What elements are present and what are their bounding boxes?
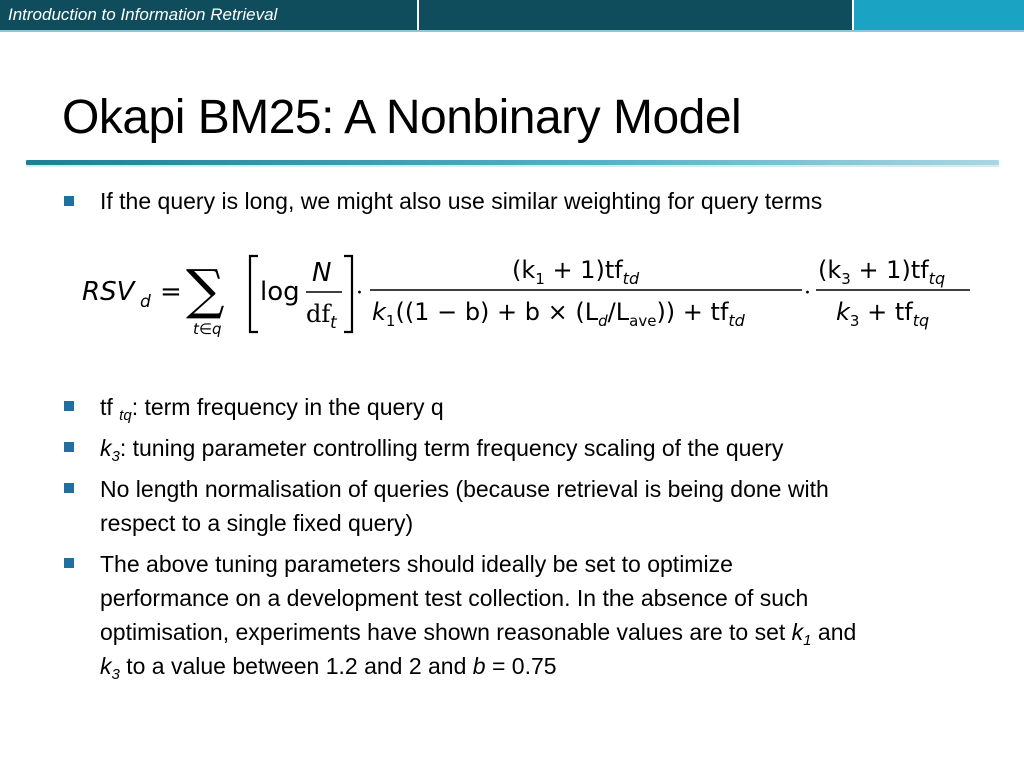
formula-N: N: [312, 258, 332, 288]
num1-rest: + 1)tf: [544, 256, 623, 284]
formula-num1: [512, 256, 640, 288]
den2-k: k: [836, 298, 850, 326]
den2-tail: tq: [912, 311, 930, 330]
course-title: Introduction to Information Retrieval: [8, 5, 278, 24]
num1-tail: td: [622, 269, 640, 288]
num1-open: (k: [512, 256, 536, 284]
formula-df-sub: t: [330, 313, 337, 333]
den2-sub: 3: [849, 312, 860, 330]
tf-term: tf: [100, 394, 120, 420]
b5-line3-post: and: [811, 619, 857, 645]
den1-k: k: [372, 298, 386, 326]
formula-equals: =: [160, 277, 182, 307]
bullet-text-2: [100, 390, 444, 433]
k1-subscript: 1: [803, 632, 812, 649]
formula-df: df: [306, 300, 331, 328]
left-bracket-icon: [250, 256, 258, 332]
formula-lhs-sub: d: [140, 292, 151, 312]
bullet-marker: [64, 196, 74, 206]
b5-line3-pre: optimisation, experiments have shown reasonable values are to set: [100, 619, 792, 645]
k3-subscript-2: 3: [111, 666, 120, 683]
num1-sub: 1: [535, 270, 545, 288]
k3-var: k: [100, 435, 112, 461]
den1-Ld: d: [598, 312, 608, 330]
formula-den2: [836, 298, 929, 330]
formula-graphic: [80, 248, 980, 343]
sum-icon: ∑: [186, 258, 225, 321]
num2-tail: tq: [928, 269, 946, 288]
header-underline: [0, 30, 1024, 32]
bullet-marker: [64, 401, 74, 411]
bullet-marker: [64, 483, 74, 493]
header-bar: [0, 0, 1024, 32]
tf-desc: : term frequency in the query q: [131, 394, 444, 420]
den1-slash: /L: [607, 298, 630, 326]
den1-ave: ave: [629, 312, 657, 330]
bullet-text-4-line1: No length normalisation of queries (because retrieval is being done with: [100, 476, 829, 502]
b-var: b: [472, 653, 486, 679]
formula-log: log: [260, 277, 300, 307]
bullet-text-1: If the query is long, we might also use similar weighting for query terms: [100, 188, 823, 214]
right-bracket-icon: [344, 256, 352, 332]
den1-tail: td: [728, 311, 745, 330]
b5-line4-end: = 0.75: [485, 653, 557, 679]
bullet-marker: [64, 442, 74, 452]
bullet-text-3: [100, 431, 783, 474]
formula-lhs: RSV: [82, 277, 135, 307]
den1-b: )) + tf: [656, 298, 729, 326]
den1-sub: 1: [385, 312, 396, 330]
header-segment-middle: [419, 0, 852, 32]
formula-sum-index: t∈q: [193, 320, 222, 338]
k3-var-2: k: [100, 653, 112, 679]
dot-icon: ·: [356, 281, 363, 306]
den2-rest: + tf: [859, 298, 913, 326]
bullet-marker: [64, 558, 74, 568]
bullet-text-5-line2: performance on a development test collection. In the absence of such: [100, 585, 809, 611]
bullet-text-5-line4: [100, 649, 557, 692]
k3-desc: : tuning parameter controlling term frequency scaling of the query: [119, 435, 784, 461]
den1-a: ((1 − b) + b × (L: [395, 298, 599, 326]
title-divider-shadow: [26, 165, 999, 167]
num2-open: (k: [818, 256, 842, 284]
formula-num2: [818, 256, 945, 288]
dot-icon-2: ·: [804, 281, 811, 306]
num2-rest: + 1)tf: [850, 256, 929, 284]
k3-subscript: 3: [111, 448, 120, 465]
bm25-formula: [80, 248, 980, 343]
formula-den1: [372, 298, 746, 330]
slide-title: Okapi BM25: A Nonbinary Model: [62, 91, 742, 144]
b5-line4-mid: to a value between 1.2 and 2 and: [119, 653, 473, 679]
num2-sub: 3: [841, 270, 851, 288]
header-segment-right: [854, 0, 1024, 32]
tq-subscript: tq: [119, 407, 132, 424]
bullet-text-4-line2: respect to a single fixed query): [100, 510, 414, 536]
bullet-text-5-line1: The above tuning parameters should ideally be set to optimize: [100, 551, 733, 577]
k1-var: k: [791, 619, 804, 645]
